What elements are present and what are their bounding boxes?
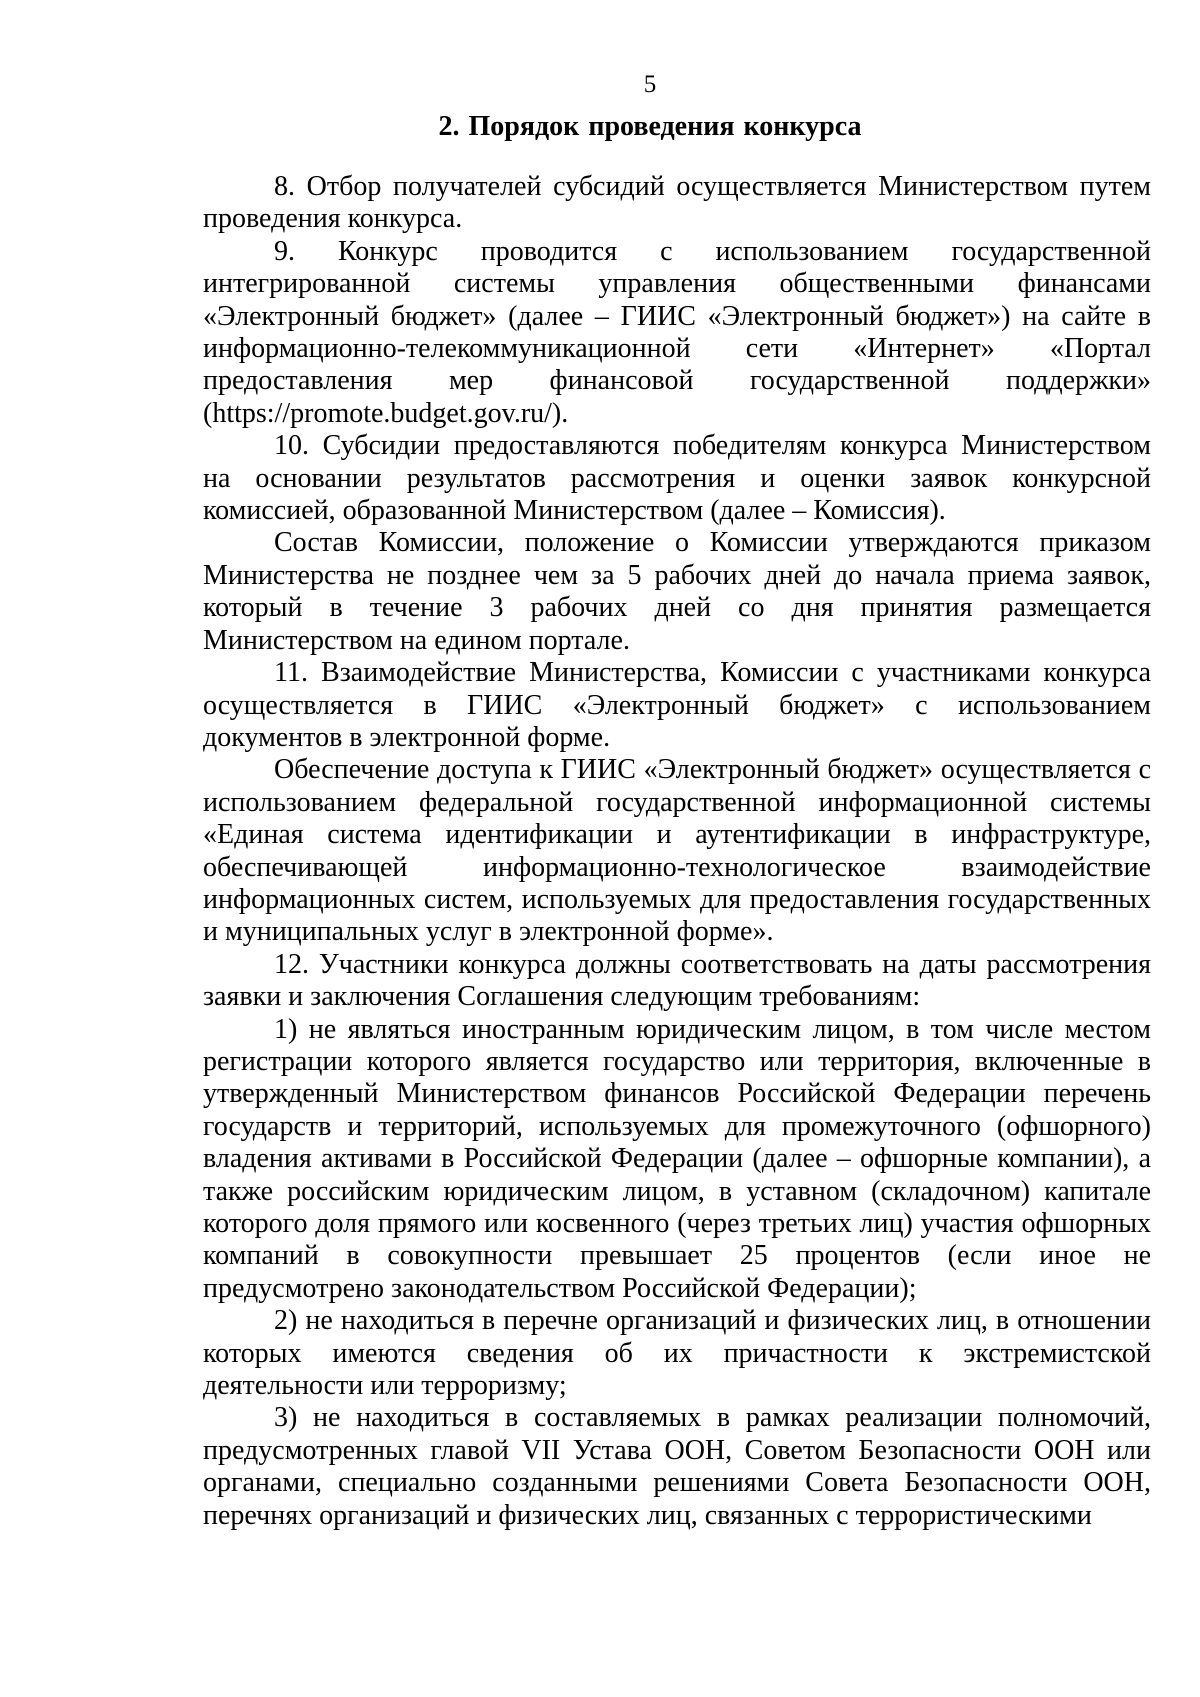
page-number: 5	[643, 71, 657, 98]
requirement-3: 3) не находиться в составляемых в рамках реализации полномочий, предусмотренных главой VII Устава ООН, Советом Безопасности ООН или органами, специально созданными решениями Совета Безопасности ООН, перечнях организаций и физических лиц, связанных с террористическими	[203, 1402, 1151, 1531]
paragraph-12: 12. Участники конкурса должны соответствовать на даты рассмотрения заявки и заключения Соглашения следующим требованиям:	[203, 948, 1151, 1013]
paragraph-11: 11. Взаимодействие Министерства, Комиссии с участниками конкурса осуществляется в ГИИС «Электронный бюджет» с использованием документов в электронной форме.	[203, 657, 1151, 753]
paragraph-8: 8. Отбор получателей субсидий осуществляется Министерством путем проведения конкурса.	[203, 171, 1151, 235]
paragraph-access: Обеспечение доступа к ГИИС «Электронный бюджет» осуществляется с использованием федеральной государственной информационной системы «Единая система идентификации и аутентификации в инфраструктуре, обеспечивающей информационно-технологическое взаимодействие информационных систем, используемых для предоставления государственных и муниципальных услуг в электронной форме».	[203, 754, 1151, 948]
paragraph-commission-composition: Состав Комиссии, положение о Комиссии утверждаются приказом Министерства не позднее чем за 5 рабочих дней до начала приема заявок, который в течение 3 рабочих дней со дня принятия размещается Министерством на едином портале.	[203, 527, 1151, 656]
requirement-2: 2) не находиться в перечне организаций и физических лиц, в отношении которых имеются сведения об их причастности к экстремистской деятельности или терроризму;	[203, 1305, 1151, 1402]
paragraph-9: 9. Конкурс проводится с использованием государственной интегрированной системы управления общественными финансами «Электронный бюджет» (далее – ГИИС «Электронный бюджет») на сайте в информационно-телекоммуникационной сети «Интернет» «Портал предоставления мер финансовой государственной поддержки» (https://promote.budget.gov.ru/).	[203, 235, 1151, 429]
paragraph-10: 10. Субсидии предоставляются победителям конкурса Министерством на основании результатов рассмотрения и оценки заявок конкурсной комиссией, образованной Министерством (далее – Комиссия).	[203, 430, 1151, 527]
section-title: 2. Порядок проведения конкурса	[438, 111, 862, 142]
body-text	[203, 171, 1151, 1532]
requirement-1: 1) не являться иностранным юридическим лицом, в том числе местом регистрации которого является государство или территория, включенные в утвержденный Министерством финансов Российской Федерации перечень государств и территорий, используемых для промежуточного (офшорного) владения активами в Российской Федерации (далее – офшорные компании), а также российским юридическим лицом, в уставном (складочном) капитале которого доля прямого или косвенного (через третьих лиц) участия офшорных компаний в совокупности превышает 25 процентов (если иное не предусмотрено законодательством Российской Федерации);	[203, 1013, 1151, 1304]
